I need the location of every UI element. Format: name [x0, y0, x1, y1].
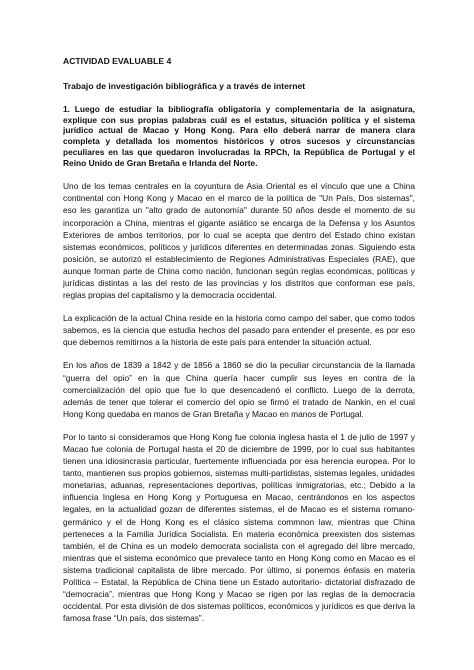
document-subtitle: Trabajo de investigación bibliográfica y a través de internet: [63, 81, 306, 91]
document-title: ACTIVIDAD EVALUABLE 4: [63, 56, 172, 66]
body-paragraph-2: La explicación de la actual China reside en la historia como campo del saber, que como todos sabemos, es la ciencia que estudia hechos del pasado para entender el presente, es por eso que debemos remitirnos a la historia de este país para entender la situación actual.: [63, 313, 415, 348]
document-page: [63, 56, 415, 635]
assignment-question: 1. Luego de estudiar la bibliografía obligatoria y complementaria de la asignatura, explique con sus propias palabras cuál es el estatus, situación política y el sistema jurídico actual de Macao y Hong Kong. Para ello deberá narrar de manera clara completa y detallada los momentos históricos y otros sucesos y circunstancias peculiares en las que quedaron involucradas la RPCh, la República de Portugal y el Reino Unido de Gran Bretaña e Irlanda del Norte.: [63, 104, 415, 168]
body-paragraph-3: En los años de 1839 a 1842 y de 1856 a 1860 se dio la peculiar circunstancia de la llamada “guerra del opio” en la que China quería hacer cumplir sus leyes en contra de la comercialización del opio que fue lo que desencadenó el conflicto. Luego de la derrota, además de tener que tolerar el comercio del opio se firmó el tratado de Nankin, en el cual Hong Kong quedaba en manos de Gran Bretaña y Macao en manos de Portugal.: [63, 360, 415, 419]
body-paragraph-4: Por lo tanto si consideramos que Hong Kong fue colonia inglesa hasta el 1 de julio de 1997 y Macao fue colonia de Portugal hasta el 20 de diciembre de 1999, por lo cual sus habitantes tienen una idiosincrasia particular, fuertemente influenciada por esa herencia europea. Por lo tanto, mantienen sus propios gobiernos, sistemas multi-partidistas, sistemas legales, unidades monetarias, aduanas, representaciones deportivas, políticas inmigratorias, etc.; Debido a la influencia Inglesa en Hong Kong y Portuguesa en Macao, centrándonos en los aspectos legales, en la actualidad gozan de diferentes sistemas, el de Macao es el sistema romano-germánico y el de Hong Kong es el clásico sistema commnon law, mientras que China perteneces a la Familia Jurídica Socialista. En materia económica preexisten dos sistemas también, el de China es un modelo democrata socialista con el agregado del libre mercado, mientras que el sistema económico que prevalece tanto en Hong Kong como en Macao es el sistema tradicional capitalista de libre mercado. Por último, si ponemos énfasis en materia Política – Estatal, la República de China tiene un Estado autoritario- dictatorial disfrazado de “democracia”, mientras que Hong Kong y Macao se rigen por las reglas de la democracia occidental. Por esta división de dos sistemas políticos, económicos y jurídicos es que deriva la famosa frase “Un país, dos sistemas”.: [63, 431, 415, 624]
body-paragraph-1: Uno de los temas centrales en la coyuntura de Asia Oriental es el vínculo que une a China continental con Hong Kong y Macao en el marco de la política de "Un País, Dos sistemas", eso les garantiza un "alto grado de autonomía" durante 50 años desde el momento de su incorporación a China, mientras el gigante asiático se encarga de la Defensa y los Asuntos Exteriores de ambos territorios, por lo cual se acepta que dentro del Estado chino existan sistemas económicos, políticos y jurídicos diferentes en determinadas zonas. Siguiendo esta posición, se autorizó el establecimiento de Regiones Administrativas Especiales (RAE), que aunque forman parte de China como nación, funcionan según reglas económicas, políticas y jurídicas distintas a las del resto de las provincias y los distritos que conforman ese país, reglas propias del capitalismo y la democracia occidental.: [63, 181, 415, 301]
